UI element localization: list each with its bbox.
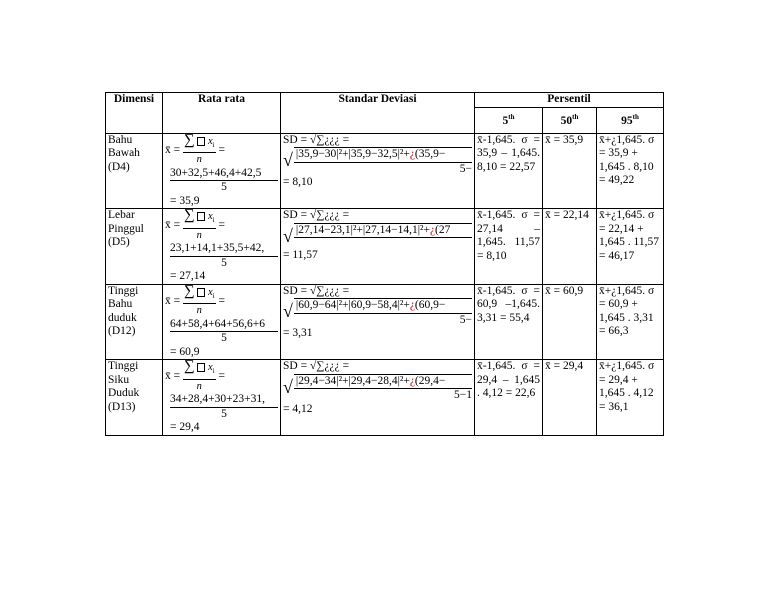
n-var: n (196, 305, 202, 317)
sd-expression: |29,4−34|²+|29,4−28,4|²+ (295, 374, 410, 387)
dimension-cell (106, 133, 163, 209)
xbar-symbol: x̄ = (165, 143, 181, 156)
sd-numerator (294, 375, 472, 390)
sd-red-glyph: ¿ (429, 223, 436, 236)
sd-denominator: 5− (459, 313, 472, 326)
header-p50: 50th (543, 107, 597, 133)
p5-value: x̄-1,645. σ = 27,14 – 1,645. 11,57 = 8,10 (477, 209, 540, 262)
sd-root: √∑¿¿¿ = (309, 360, 350, 373)
x-var: x (207, 211, 213, 223)
equals-sign: = (218, 219, 225, 232)
p5-cell (475, 209, 543, 285)
equals-sign: = (218, 370, 225, 383)
sd-sqrt (283, 223, 472, 249)
sd-expression-tail: (60,9− (414, 299, 446, 312)
sd-sqrt (283, 147, 472, 176)
p95-cell (597, 360, 664, 436)
sd-expression: |35,9−30|²+|35,9−32,5|²+ (295, 148, 410, 160)
radical-icon: √ (283, 301, 293, 322)
sd-root: √∑¿¿¿ = (309, 284, 350, 297)
sum-expression: 30+32,5+46,4+42,5 (170, 167, 278, 182)
header-persentil: Persentil (475, 93, 664, 108)
sd-cell (281, 360, 475, 436)
denominator: 5 (221, 256, 227, 269)
p50-value: x̄ = 29,4 (545, 360, 584, 373)
mean-formula (165, 134, 278, 167)
sd-sqrt (283, 298, 472, 327)
mean-result: = 60,9 (170, 345, 200, 358)
equals-sign: = (218, 294, 225, 307)
header-standar-deviasi: Standar Deviasi (281, 93, 475, 134)
mean-cell (163, 133, 281, 209)
mean-result: = 35,9 (170, 194, 200, 207)
dimension-cell (106, 284, 163, 360)
p5-cell (475, 284, 543, 360)
sd-numerator (294, 148, 472, 163)
sd-root: √∑¿¿¿ = (309, 209, 350, 222)
sd-numerator (294, 299, 472, 314)
table-row (106, 284, 664, 360)
mean-formula (165, 209, 278, 242)
mean-formula (165, 285, 278, 318)
mean-cell (163, 360, 281, 436)
x-var: x (207, 286, 213, 298)
p5-value: x̄-1,645. σ = 60,9 –1,645. 3,31 = 55,4 (477, 284, 540, 324)
mean-cell (163, 284, 281, 360)
sd-red-glyph: ¿ (409, 374, 415, 387)
p50-value: x̄ = 22,14 (545, 209, 589, 222)
i-subscript: i (212, 140, 215, 149)
p5-cell (475, 360, 543, 436)
sigma-symbol: ∑ (184, 133, 195, 148)
sd-denominator: 5−1 (454, 389, 472, 402)
denominator: 5 (221, 332, 227, 345)
sd-label: SD = (283, 133, 308, 146)
p95-value: x̄+¿1,645. σ = 29,4 + 1,645 . 4,12 = 36,1 (599, 360, 655, 413)
i-subscript: i (212, 367, 215, 376)
p95-cell (597, 209, 664, 285)
n-var: n (196, 229, 202, 241)
denominator: 5 (221, 407, 227, 420)
sd-cell (281, 209, 475, 285)
sd-expression: |60,9−64|²+|60,9−58,4|²+ (295, 299, 410, 312)
i-subscript: i (212, 291, 215, 300)
xbar-symbol: x̄ = (165, 294, 181, 307)
p95-value: x̄+¿1,645. σ = 35,9 + 1,645 . 8,10 = 49,22 (599, 133, 655, 186)
mean-sum-fraction (170, 318, 278, 346)
x-var: x (207, 135, 213, 147)
sd-expression: |27,14−23,1|²+|27,14−14,1|²+ (295, 223, 430, 236)
mean-fraction (183, 360, 216, 393)
sd-red-glyph: ¿ (409, 148, 415, 160)
dimension-label: Lebar Pinggul (D5) (108, 209, 144, 249)
p50-cell (543, 284, 597, 360)
p5-cell (475, 133, 543, 209)
xbar-symbol: x̄ = (165, 219, 181, 232)
mean-formula (165, 360, 278, 393)
sd-numerator (294, 224, 472, 239)
p5-value: x̄-1,645. σ = 29,4 – 1,645 . 4,12 = 22,6 (477, 360, 540, 400)
dimension-cell (106, 360, 163, 436)
sd-cell (281, 133, 475, 209)
p5-value: x̄-1,645. σ = 35,9 – 1,645. 8,10 = 22,57 (477, 133, 540, 173)
mean-result: = 29,4 (170, 421, 200, 434)
sd-result: = 3,31 (283, 327, 313, 340)
radical-icon: √ (283, 376, 293, 397)
mean-cell (163, 209, 281, 285)
sd-expression-tail: (35,9− (414, 148, 446, 160)
header-dimensi: Dimensi (106, 93, 163, 134)
mean-sum-fraction (170, 393, 278, 421)
p50-value: x̄ = 35,9 (545, 133, 584, 146)
table-row (106, 360, 664, 436)
n-var: n (196, 154, 202, 166)
sd-expression-tail: (27 (435, 223, 451, 236)
x-var: x (207, 362, 213, 374)
sigma-symbol: ∑ (184, 209, 195, 224)
sd-formula (283, 134, 472, 148)
p95-cell (597, 133, 664, 209)
sd-expression-tail: (29,4− (414, 374, 446, 387)
header-p95: 95th (597, 107, 664, 133)
denominator: 5 (221, 181, 227, 194)
dimension-label: Tinggi Bahu duduk (D12) (108, 284, 139, 338)
sd-formula (283, 209, 472, 223)
p50-cell (543, 209, 597, 285)
sd-root: √∑¿¿¿ = (309, 133, 350, 146)
sd-label: SD = (283, 284, 308, 297)
table-row (106, 133, 664, 209)
radical-icon: √ (283, 225, 293, 246)
sd-formula (283, 360, 472, 374)
mean-sum-fraction (170, 242, 278, 270)
p50-value: x̄ = 60,9 (545, 284, 584, 297)
header-rata-rata: Rata rata (163, 93, 281, 134)
sd-red-glyph: ¿ (409, 299, 415, 312)
sd-cell (281, 284, 475, 360)
header-p5: 5th (475, 107, 543, 133)
mean-fraction (183, 209, 216, 242)
equals-sign: = (218, 143, 225, 156)
sd-label: SD = (283, 209, 308, 222)
sd-result: = 4,12 (283, 402, 313, 415)
sigma-symbol: ∑ (184, 284, 195, 299)
i-subscript: i (212, 216, 215, 225)
sum-expression: 64+58,4+64+56,6+6 (170, 318, 278, 333)
dimension-label: Tinggi Siku Duduk (D13) (108, 360, 140, 413)
table-row (106, 209, 664, 285)
p95-value: x̄+¿1,645. σ = 60,9 + 1,645 . 3,31 = 66,3 (599, 284, 655, 338)
sd-result: = 8,10 (283, 176, 313, 188)
mean-fraction (183, 285, 216, 318)
sum-expression: 34+28,4+30+23+31, (170, 393, 278, 408)
sigma-symbol: ∑ (184, 360, 195, 375)
radical-icon: √ (283, 150, 293, 170)
mean-fraction (183, 134, 216, 167)
sd-label: SD = (283, 360, 308, 373)
xbar-symbol: x̄ = (165, 370, 181, 383)
p50-cell (543, 360, 597, 436)
data-table (105, 92, 664, 436)
sd-denominator: 5− (459, 162, 472, 175)
p95-value: x̄+¿1,645. σ = 22,14 + 1,645 . 11,57 = 46,17 (599, 209, 659, 262)
sd-sqrt (283, 374, 472, 403)
sd-result: = 11,57 (283, 248, 318, 261)
p95-cell (597, 284, 664, 360)
mean-result: = 27,14 (170, 270, 206, 283)
sd-formula (283, 285, 472, 299)
dimension-label: Bahu Bawah (D4) (108, 133, 140, 173)
mean-sum-fraction (170, 167, 278, 195)
n-var: n (196, 380, 202, 392)
dimension-cell (106, 209, 163, 285)
sum-expression: 23,1+14,1+35,5+42, (170, 242, 278, 257)
p50-cell (543, 133, 597, 209)
